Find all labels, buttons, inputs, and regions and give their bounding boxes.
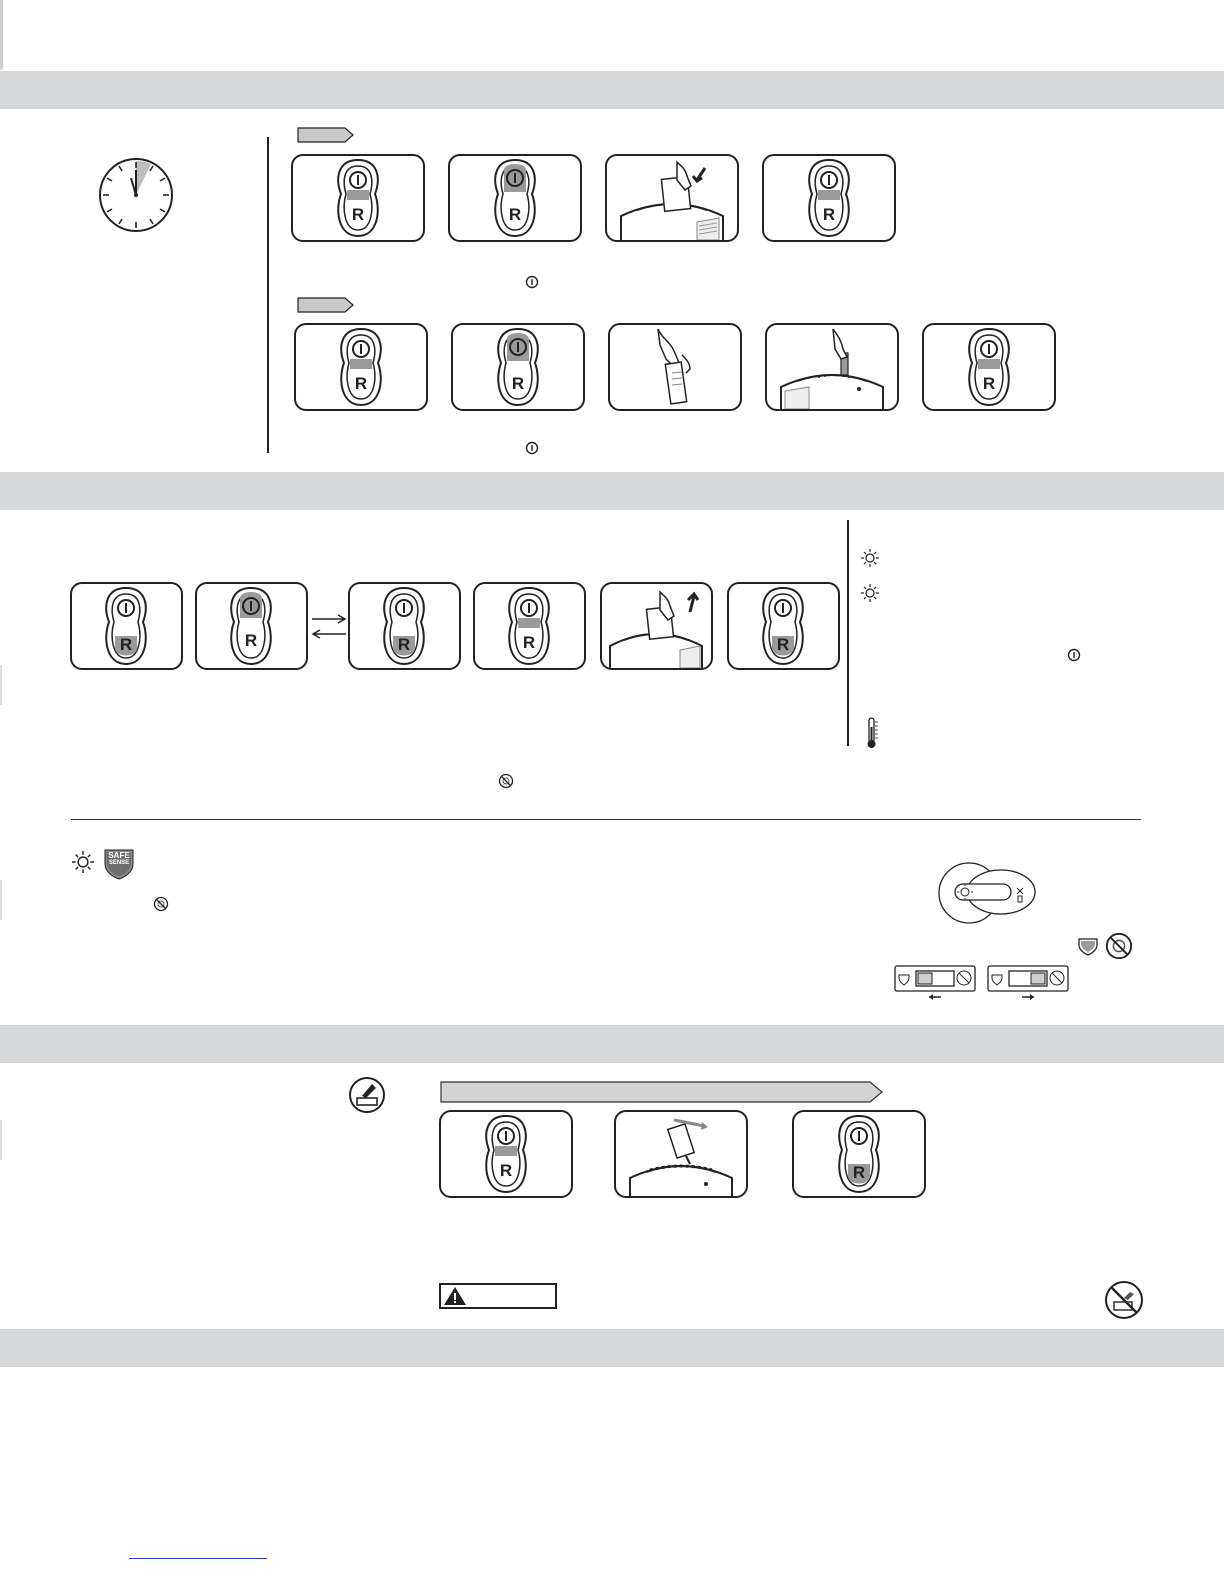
switch-panel-reverse-oil [792, 1110, 926, 1198]
page-edge-mark [0, 0, 3, 70]
svg-text:R: R [244, 631, 258, 650]
step-tag-a [297, 127, 355, 148]
toggle-arrows-icon [310, 612, 348, 645]
svg-text:R: R [354, 374, 368, 393]
no-touch-icon [153, 896, 169, 917]
footer-link-underline[interactable] [129, 1558, 267, 1559]
switch-panel-auto-oil [439, 1110, 573, 1198]
clock-icon [97, 156, 175, 239]
section-band-4 [0, 1329, 1224, 1367]
edge-tick [0, 1120, 2, 1160]
light-indicator-icon [861, 584, 879, 607]
power-symbol-icon [1067, 648, 1081, 667]
oil-apply-illustration [614, 1110, 748, 1198]
switch-panel-auto-b [294, 323, 428, 411]
switch-panel-power-on [195, 582, 308, 670]
safesense-badge-line1: SAFE [108, 851, 130, 860]
oil-bottle-icon [348, 1076, 386, 1119]
section-rule [71, 819, 1141, 820]
remove-paper-illustration [600, 582, 713, 670]
svg-text:R: R [522, 633, 536, 652]
section-band-3 [0, 1025, 1224, 1063]
switch-panel-reverse [70, 582, 183, 670]
safesense-badge-line2: SENSE [108, 860, 130, 866]
hold-card-illustration [608, 323, 742, 411]
svg-text:R: R [822, 205, 836, 224]
feed-card-illustration [765, 323, 899, 411]
switch-panel-auto-b-return [922, 323, 1056, 411]
svg-text:R: R [499, 1161, 513, 1180]
section-band-2 [0, 472, 1224, 510]
switch-panel-auto [291, 154, 425, 242]
switch-panel-power-pressed-b [451, 323, 585, 411]
section-divider-right [847, 520, 849, 746]
safesense-badge-icon [101, 848, 137, 885]
svg-text:R: R [982, 374, 996, 393]
svg-text:R: R [397, 635, 411, 654]
power-symbol-icon [525, 275, 539, 294]
oil-step-bar [440, 1081, 884, 1108]
no-aerosol-icon [1104, 1280, 1144, 1325]
safesense-shield-icon [1077, 936, 1099, 961]
power-symbol-icon [525, 441, 539, 460]
switch-panel-auto-2 [473, 582, 586, 670]
no-touch-icon [1104, 931, 1134, 966]
feed-paper-illustration [605, 154, 739, 242]
switch-panel-reverse-3 [727, 582, 840, 670]
safesense-switch-illustration [935, 862, 1039, 929]
switch-panel-auto-return [762, 154, 896, 242]
safesense-off-switch [987, 965, 1069, 1006]
svg-text:R: R [119, 635, 133, 654]
switch-panel-power-pressed [448, 154, 582, 242]
warning-label-box [439, 1283, 557, 1314]
svg-text:R: R [511, 374, 525, 393]
svg-text:R: R [508, 205, 522, 224]
switch-panel-reverse-2 [348, 582, 461, 670]
edge-tick [0, 665, 2, 705]
svg-text:R: R [852, 1163, 866, 1182]
section-band-1 [0, 71, 1224, 109]
thermometer-icon [865, 717, 879, 754]
section-divider [267, 137, 269, 453]
step-tag-b [297, 297, 355, 318]
light-indicator-icon [72, 851, 94, 878]
svg-text:R: R [776, 635, 790, 654]
svg-text:R: R [351, 205, 365, 224]
safesense-on-switch [894, 965, 976, 1006]
no-touch-icon [498, 773, 514, 794]
light-indicator-icon [861, 549, 879, 572]
edge-tick [0, 880, 2, 920]
